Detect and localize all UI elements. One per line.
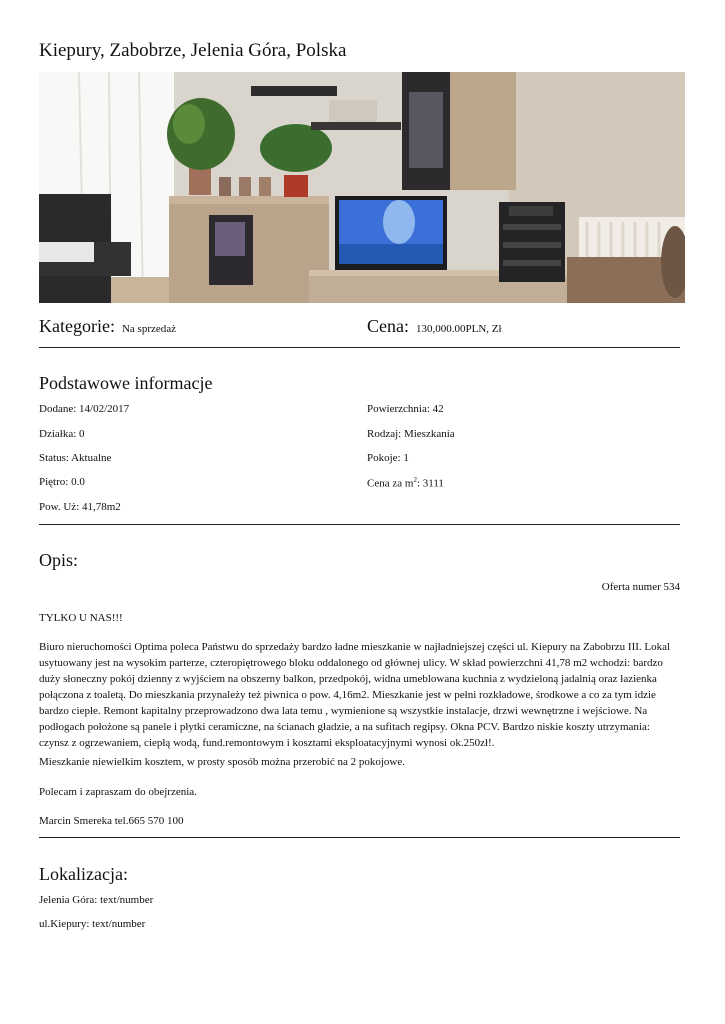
basic-info-heading: Podstawowe informacje bbox=[39, 373, 213, 393]
info-rooms: Pokoje: 1 bbox=[367, 452, 409, 464]
description-p2: Biuro nieruchomości Optima poleca Państwu do sprzedaży bardzo ładne mieszkanie w najładniejszej części ul. Kiepury na Zabobrzu III. Lokal usytuowany jest na wysokim parterze, czteropiętrowego bloku oddalonego od głównej ulicy. W skład powierzchni 41,78 m2 wchodzi: bardzo duży słoneczny pokój dzienny z wyjściem na obszerny balkon, przedpokój, widna umeblowana kuchnia z wydzieloną jadalnią oraz łazienka połączona z toaletą. Do mieszkania przynależy też piwnica o pow. 4,16m2. Mieszkanie jest w pełni rozkładowe, środkowe a co za tym idzie bardzo ciepłe. Remont kapitalny przeprowadzono dwa lata temu , wymienione są wszystkie instalacje, drzwi wewnętrzne i wejściowe. Na podłogach położone są panele i płytki ceramiczne, na ścianach gładzie, a na sufitach regipsy. Okna PCV. Bardzo niskie koszty utrzymania: czynsz z ogrzewaniem, ciepłą wodą, fund.remontowym i kosztami eksploatacyjnymi wynosi ok.250zł!. bbox=[39, 641, 671, 749]
basic-info-divider bbox=[39, 524, 680, 525]
offer-number: Oferta numer 534 bbox=[601, 581, 680, 593]
description-p1: TYLKO U NAS!!! bbox=[39, 612, 123, 624]
category-value: Na sprzedaż bbox=[121, 323, 177, 335]
location-street: ul.Kiepury: text/number bbox=[39, 918, 146, 930]
description-p4: Polecam i zapraszam do obejrzenia. bbox=[39, 786, 197, 798]
category-label: Kategorie: bbox=[39, 316, 115, 336]
price-per-m2-value: : 3111 bbox=[416, 477, 444, 490]
price-label: Cena: bbox=[367, 316, 409, 336]
category-field bbox=[39, 316, 176, 337]
price-per-m2-sup: 2 bbox=[413, 476, 417, 484]
info-added-date: Dodane: 14/02/2017 bbox=[39, 403, 130, 415]
description-divider bbox=[39, 837, 680, 838]
price-field bbox=[367, 316, 502, 337]
description-heading: Opis: bbox=[39, 550, 79, 570]
info-plot: Działka: 0 bbox=[39, 428, 85, 440]
location-heading: Lokalizacja: bbox=[39, 864, 128, 884]
location-city: Jelenia Góra: text/number bbox=[39, 894, 154, 906]
page-title: Kiepury, Zabobrze, Jelenia Góra, Polska bbox=[39, 40, 347, 61]
info-area: Powierzchnia: 42 bbox=[367, 403, 444, 415]
price-value: 130,000.00PLN, Zł bbox=[416, 323, 502, 335]
category-price-row bbox=[39, 316, 680, 348]
description-p3: Mieszkanie niewielkim kosztem, w prosty sposób można przerobić na 2 pokojowe. bbox=[39, 756, 405, 768]
info-price-per-m2 bbox=[367, 476, 444, 490]
property-photo bbox=[39, 72, 685, 303]
info-usable-area: Pow. Uż: 41,78m2 bbox=[39, 501, 121, 513]
info-type: Rodzaj: Mieszkania bbox=[367, 428, 455, 440]
info-status: Status: Aktualne bbox=[39, 452, 112, 464]
price-per-m2-label: Cena za m bbox=[367, 477, 414, 490]
description-contact: Marcin Smereka tel.665 570 100 bbox=[39, 815, 184, 827]
info-floor: Piętro: 0.0 bbox=[39, 476, 85, 488]
apartment-living-room-photo bbox=[39, 72, 685, 303]
